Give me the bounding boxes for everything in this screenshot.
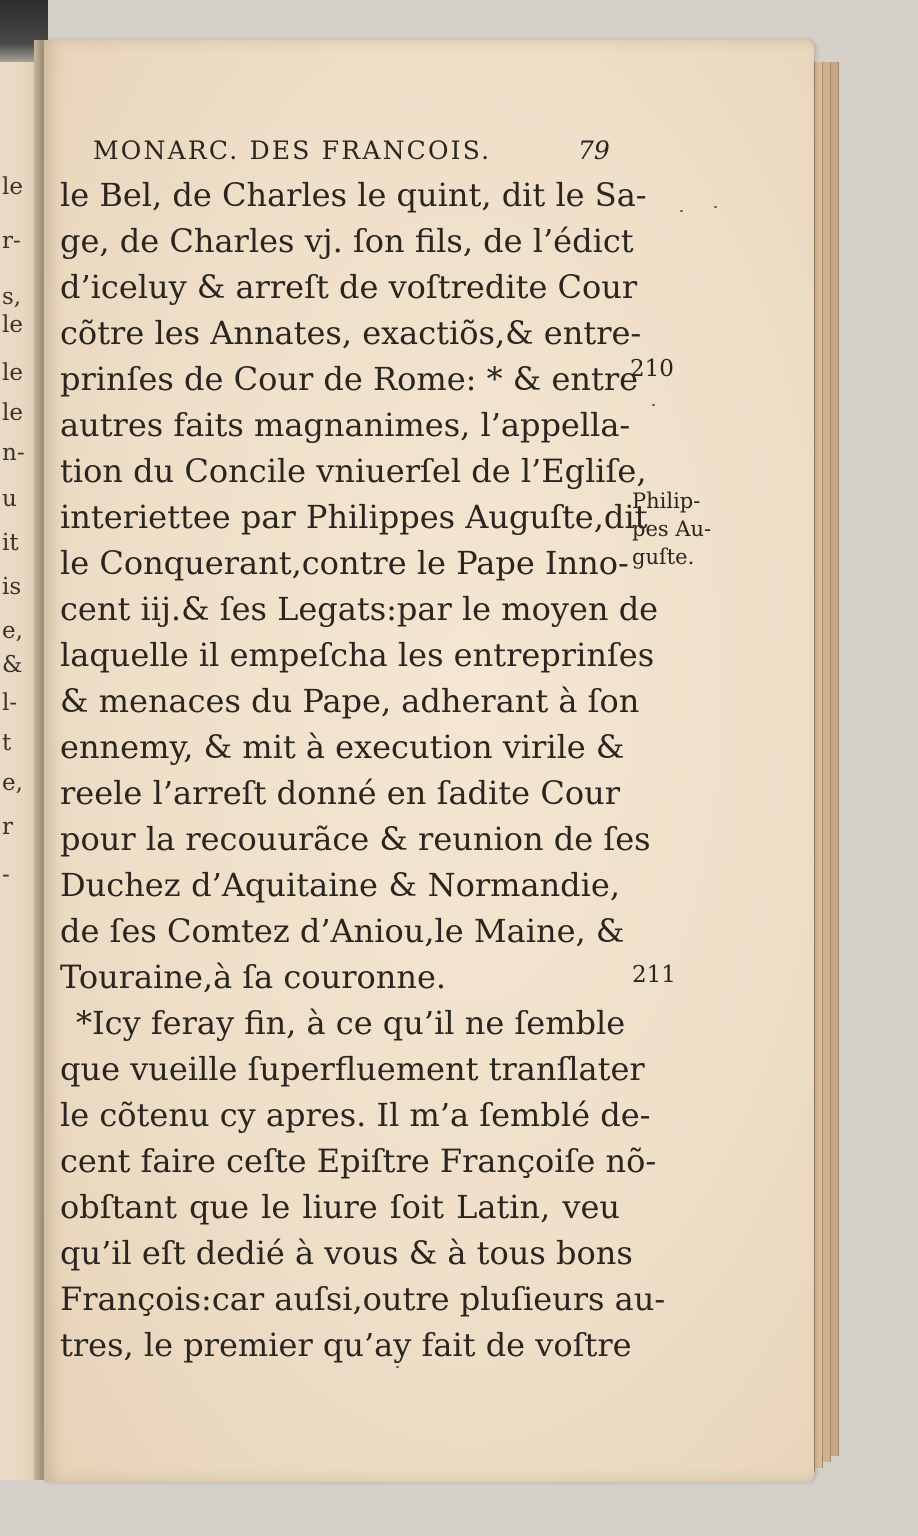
facing-page-fragment: is: [2, 574, 22, 600]
text-line: le Bel, de Charles le quint, dit le Sa-: [60, 176, 647, 214]
page-number: 79: [578, 136, 610, 165]
facing-page-fragment: s,: [2, 284, 22, 310]
facing-page-fragment: it: [2, 530, 19, 556]
facing-page-fragment: le: [2, 174, 23, 200]
facing-page-fragment: e,: [2, 770, 23, 796]
text-line: obſtant que le liure ſoit Latin, veu: [60, 1188, 620, 1226]
facing-page-fragment: -: [2, 862, 10, 888]
facing-page-fragment: le: [2, 312, 23, 338]
facing-page-fragment: t: [2, 730, 12, 756]
ink-speck: [714, 206, 717, 208]
ink-speck: [652, 404, 655, 406]
running-title: MONARC. DES FRANCOIS.: [93, 136, 492, 165]
margin-note-line: pes Au-: [632, 517, 712, 541]
facing-page-fragment: le: [2, 400, 23, 426]
facing-page-fragment: r: [2, 814, 13, 840]
text-line: prinſes de Cour de Rome: * & entre: [60, 360, 639, 398]
text-line: laquelle il empeſcha les entreprinſes: [60, 636, 655, 674]
text-line: qu’il eſt dedié à vous & à tous bons: [60, 1234, 633, 1272]
ink-speck: [396, 1366, 399, 1368]
margin-note-line: guſte.: [632, 545, 695, 569]
facing-page-fragment: n-: [2, 440, 25, 466]
facing-page-fragment: u: [2, 486, 17, 512]
text-line: reele l’arreſt donné en ſadite Cour: [60, 774, 620, 812]
facing-page-fragment: e,: [2, 618, 23, 644]
text-line: le Conquerant,contre le Pape Inno-: [60, 544, 629, 582]
text-line: Duchez d’Aquitaine & Normandie,: [60, 866, 620, 904]
text-line: cent faire ceſte Epiſtre Françoiſe nõ-: [60, 1142, 657, 1180]
text-line: cent iij.& ſes Legats:par le moyen de: [60, 590, 659, 628]
text-line: pour la recouurãce & reunion de ſes: [60, 820, 651, 858]
text-line: ge, de Charles vj. ſon fils, de l’édict: [60, 222, 634, 260]
margin-note-211: 211: [632, 962, 676, 988]
facing-page-fragment: r-: [2, 228, 21, 254]
text-line: cõtre les Annates, exactiõs,& entre-: [60, 314, 642, 352]
page-edge: [814, 62, 823, 1468]
margin-note-philippes: [632, 487, 711, 571]
text-line: que vueille ſuperfluement tranſlater: [60, 1050, 645, 1088]
text-line: ennemy, & mit à execution virile &: [60, 728, 625, 766]
text-line: *Icy feray fin, à ce qu’il ne ſemble: [76, 1004, 626, 1042]
text-line: le cõtenu cy apres. Il m’a ſemblé de-: [60, 1096, 651, 1134]
margin-note-line: Philip-: [632, 489, 701, 513]
ink-speck: [680, 210, 683, 212]
facing-page-fragment: &: [2, 652, 23, 678]
facing-page-fragment: le: [2, 360, 23, 386]
text-line: François:car auſsi,outre pluſieurs au-: [60, 1280, 666, 1318]
text-line: Touraine,à ſa couronne.: [60, 958, 447, 996]
text-line: tres, le premier qu’ay fait de voſtre: [60, 1326, 632, 1364]
text-line: de ſes Comtez d’Aniou,le Maine, &: [60, 912, 625, 950]
text-line: & menaces du Pape, adherant à ſon: [60, 682, 640, 720]
page-edge: [822, 62, 831, 1462]
page-edge: [830, 62, 839, 1456]
facing-page-fragment: l-: [2, 690, 18, 716]
text-line: d’iceluy & arreſt de voſtredite Cour: [60, 268, 638, 306]
text-line: tion du Concile vniuerſel de l’Egliſe,: [60, 452, 647, 490]
text-line: interiettee par Philippes Auguſte,dit: [60, 498, 648, 536]
margin-note-210: 210: [630, 356, 674, 382]
text-line: autres faits magnanimes, l’appella-: [60, 406, 631, 444]
